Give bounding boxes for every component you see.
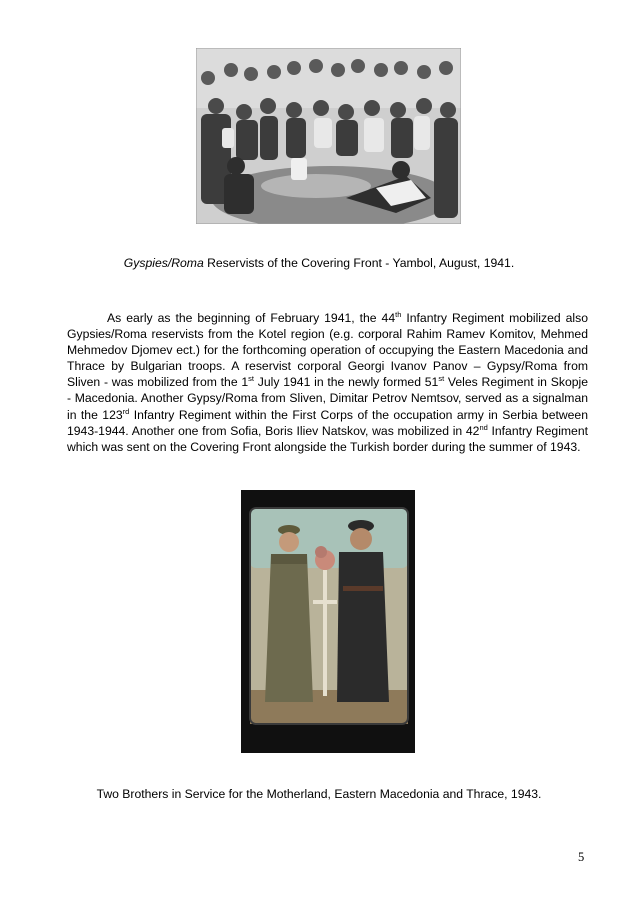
text-run: As early as the beginning of February 1941, the 44 — [107, 311, 396, 325]
photo-caption-2: Two Brothers in Service for the Motherland, Eastern Macedonia and Thrace, 1943. — [96, 787, 542, 801]
caption-rest-part: Reservists of the Covering Front - Yambol, August, 1941. — [203, 256, 515, 270]
caption-italic-part: Gyspies/Roma — [123, 256, 204, 270]
text-run: Infantry Regiment which was sent on the Covering Front alongside the Turkish border during the summer of 1943. — [67, 423, 588, 454]
text-run: July 1941 in the newly formed 51 — [254, 375, 439, 390]
group-photograph — [196, 48, 461, 224]
page-number: 5 — [578, 850, 585, 864]
text-run: Infantry Regiment mobilized also Gypsies/Roma reservists from the Kotel region (e.g. corporal Rahim Ramev Komitov, Mehmed Mehmedov Djomev ect.) for the forthcoming operation of occupying the Eastern Macedonia and Thrace by Bulgarian troops. A reservist corporal Georgi Ivanov Panov – Gypsy/Roma from Sliven - was mobilized from the 1 — [67, 311, 588, 390]
ordinal-suffix: st — [248, 374, 255, 384]
photo-caption-1 — [0, 256, 638, 271]
ordinal-suffix: th — [395, 310, 402, 319]
text-run: Infantry Regiment within the First Corps of the occupation army in Serbia between 1943-1944. Another one from Sofia, Boris Iliev Natskov, was mobilized in 42 — [67, 407, 588, 438]
body-paragraph — [67, 310, 588, 455]
ordinal-suffix: st — [438, 374, 445, 384]
brothers-photograph — [241, 490, 415, 753]
ordinal-suffix: rd — [122, 406, 130, 416]
text-run: Veles Regiment in Skopje - Macedonia. Another Gypsy/Roma from Sliven, Dimitar Petrov Nemtsov, served as a signalman in the 123 — [67, 375, 588, 422]
ordinal-suffix: nd — [479, 422, 488, 432]
